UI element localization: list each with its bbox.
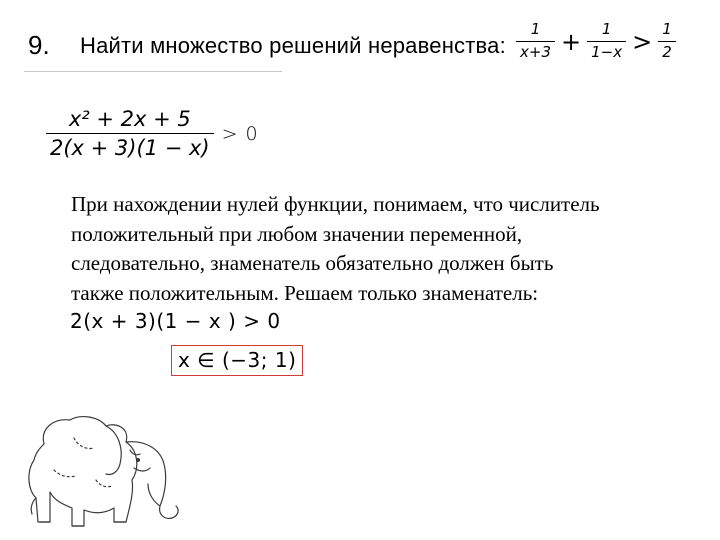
- greater-than-sign: >: [221, 122, 238, 145]
- answer-box: x ∈ (−3; 1): [171, 345, 303, 376]
- fraction-bar: [658, 41, 676, 43]
- combined-inequality: [46, 108, 258, 159]
- fraction-one-half: [658, 22, 676, 61]
- task-number: 9.: [28, 30, 50, 60]
- combined-denominator: 2(x + 3)(1 − x): [50, 136, 210, 161]
- fraction-numerator: 1: [601, 20, 612, 38]
- fraction-bar: [516, 41, 555, 43]
- explanation-line: следовательно, знаменатель обязательно должен быть: [71, 251, 554, 275]
- greater-than-sign: >: [632, 27, 653, 56]
- fraction-bar: [587, 41, 626, 43]
- explanation-line: положительный при любом значении переменной,: [71, 221, 523, 246]
- zero-rhs: 0: [245, 122, 258, 145]
- task-inequality: [516, 22, 676, 61]
- fraction-numerator: 1: [662, 20, 672, 38]
- plus-sign: +: [561, 27, 582, 56]
- explanation-line: При нахождении нулей функции, понимаем, что числитель: [71, 192, 600, 216]
- explanation-line: также положительным. Решаем только знаменатель:: [71, 280, 539, 305]
- fraction-1-over-x-plus-3: [516, 22, 555, 61]
- fraction-numerator: 1: [530, 20, 541, 38]
- denominator-inequality: 2(x + 3)(1 − x ) > 0: [70, 309, 281, 333]
- elephant-illustration: [14, 410, 204, 538]
- combined-numerator: x² + 2x + 5: [68, 107, 191, 131]
- explanation-paragraph: [71, 190, 701, 308]
- fraction-denominator: 1−x: [591, 43, 623, 62]
- fraction-bar: [46, 133, 214, 134]
- fraction-denominator: 2: [662, 43, 672, 62]
- fraction-denominator: x+3: [520, 43, 551, 62]
- combined-fraction: [46, 108, 214, 159]
- underline-rule: [24, 71, 282, 72]
- task-statement: Найти множество решений неравенства:: [80, 33, 506, 58]
- fraction-1-over-1-minus-x: [587, 22, 626, 61]
